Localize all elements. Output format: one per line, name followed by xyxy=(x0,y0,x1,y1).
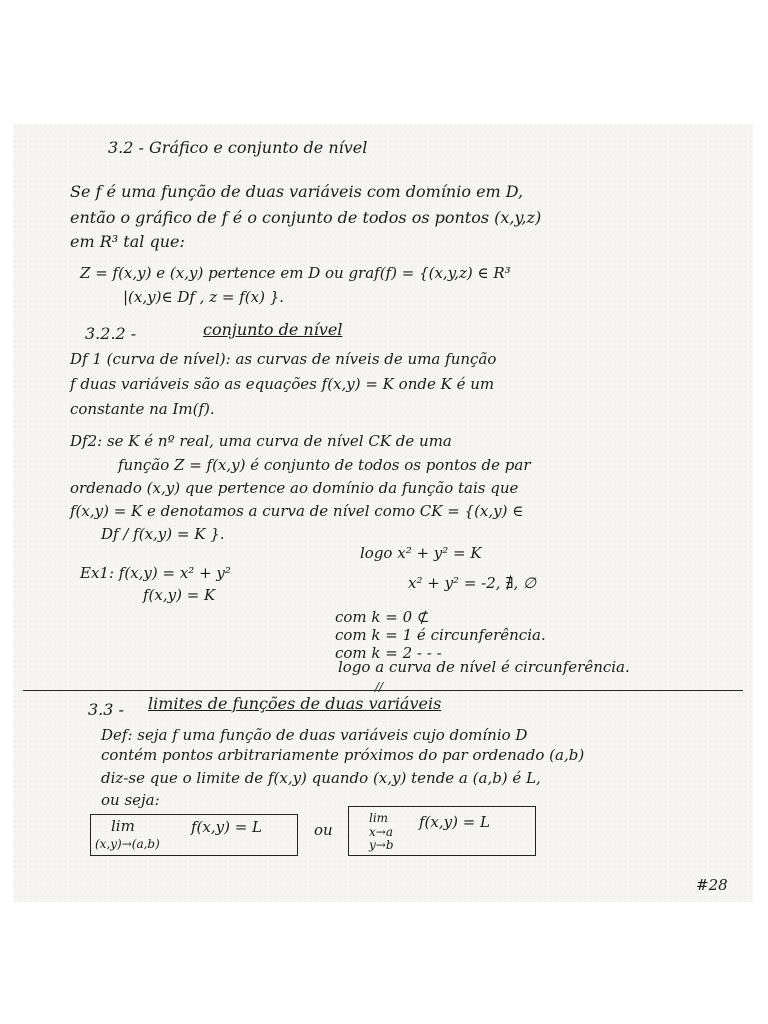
ex1-logo-2: x² + y² = -2, ∄, ∅ xyxy=(408,574,537,592)
df1-line-1: Df 1 (curva de nível): as curvas de níveis de uma função xyxy=(70,350,497,368)
notebook-page xyxy=(13,124,753,902)
df2-line-5: Df / f(x,y) = K }. xyxy=(101,525,225,543)
section-heading-3-3: limites de funções de duas variáveis xyxy=(148,694,442,713)
df2-line-3: ordenado (x,y) que pertence ao domínio da função tais que xyxy=(70,479,519,497)
df1-line-3: constante na Im(f). xyxy=(70,400,215,418)
def33-line-3: diz-se que o limite de f(x,y) quando (x,y) tende a (a,b) é L, xyxy=(101,769,541,787)
section-number-3-2-2: 3.2.2 - xyxy=(85,324,137,343)
def33-line-4: ou seja: xyxy=(101,791,160,809)
ex1-logo-3: logo a curva de nível é circunferência. xyxy=(338,658,630,676)
ex1-logo-1: logo x² + y² = K xyxy=(360,544,482,562)
limit-box-2-sub-x: x→a xyxy=(369,825,393,839)
df2-line-4: f(x,y) = K e denotamos a curva de nível como CK = {(x,y) ∈ xyxy=(70,502,524,520)
def33-line-2: contém pontos arbitrariamente próximos do par ordenado (a,b) xyxy=(101,746,585,764)
intro-line-3: em R³ tal que: xyxy=(70,232,185,251)
section-heading-3-2: 3.2 - Gráfico e conjunto de nível xyxy=(108,138,368,157)
intro-line-1: Se f é uma função de duas variáveis com domínio em D, xyxy=(70,182,524,201)
page-number: #28 xyxy=(696,876,728,894)
intro-line-2: então o gráfico de f é o conjunto de todos os pontos (x,y,z) xyxy=(70,208,542,227)
limit-box-2-sub-y: y→b xyxy=(369,838,394,852)
ex1-line-1: Ex1: f(x,y) = x² + y² xyxy=(80,564,231,582)
df2-line-2: função Z = f(x,y) é conjunto de todos os pontos de par xyxy=(118,456,531,474)
separator-mark: // xyxy=(375,680,384,694)
limit-box-2-expr: f(x,y) = L xyxy=(419,813,491,831)
intro-line-4: Z = f(x,y) e (x,y) pertence em D ou graf(f) = {(x,y,z) ∈ R³ xyxy=(80,264,511,282)
df1-line-2: f duas variáveis são as equações f(x,y) = K onde K é um xyxy=(70,375,495,393)
limit-box-1-sub: (x,y)→(a,b) xyxy=(95,837,160,851)
section-number-3-3: 3.3 - xyxy=(88,700,124,719)
limit-box-2 xyxy=(348,806,536,856)
intro-line-5: |(x,y)∈ Df , z = f(x) }. xyxy=(123,288,285,306)
limit-box-1-lim: lim xyxy=(111,817,135,835)
ex1-k1: com k = 1 é circunferência. xyxy=(335,626,546,644)
section-divider xyxy=(23,690,743,691)
section-heading-3-2-2: conjunto de nível xyxy=(203,320,343,339)
ex1-k2: com k = 2 - - - xyxy=(335,644,442,662)
def33-line-1: Def: seja f uma função de duas variáveis cujo domínio D xyxy=(101,726,528,744)
limit-box-1 xyxy=(90,814,298,856)
or-label: ou xyxy=(314,821,333,839)
limit-box-2-lim: lim xyxy=(369,811,389,825)
df2-line-1: Df2: se K é nº real, uma curva de nível CK de uma xyxy=(70,432,452,450)
ex1-k0: com k = 0 ⊄ xyxy=(335,608,430,626)
ex1-line-2: f(x,y) = K xyxy=(143,586,216,604)
limit-box-1-expr: f(x,y) = L xyxy=(191,818,263,836)
